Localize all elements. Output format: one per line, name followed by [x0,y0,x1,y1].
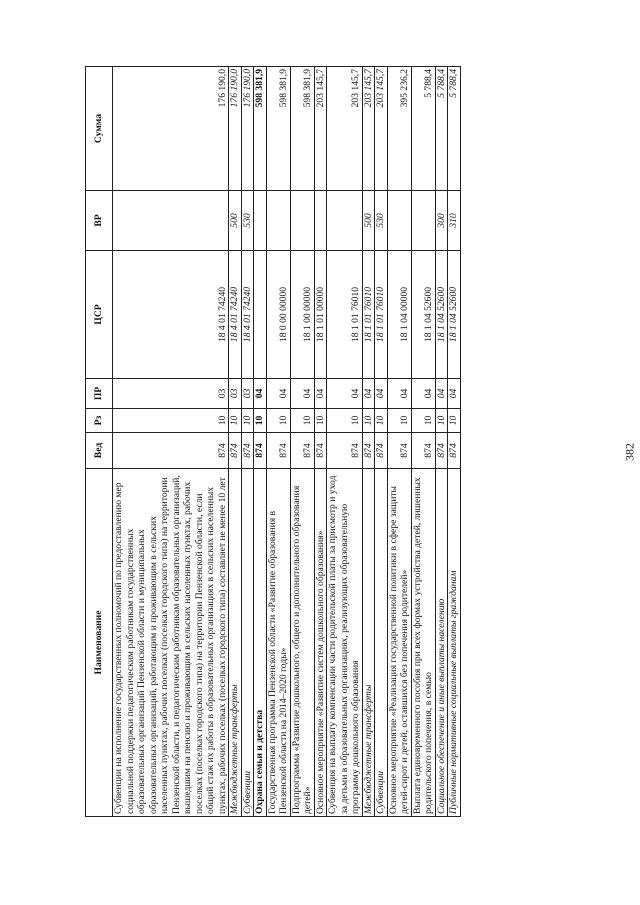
table-row [241,67,254,817]
cell-vr [290,191,314,251]
header-vr: ВР [86,191,113,251]
cell-csr: 18 4 01 74240 [113,251,229,379]
table-row [113,67,229,817]
cell-sum: 598 381,9 [290,67,314,191]
cell-rz: 10 [411,409,435,433]
header-csr: ЦСР [86,251,113,379]
cell-sum: 203 145,7 [362,67,375,191]
table-row [266,67,290,817]
cell-rz: 10 [327,409,363,433]
cell-name: Выплата единовременного пособия при всех формах устройства детей, лишенных родительского попечения, в семью [411,469,435,817]
cell-csr: 18 1 04 52600 [448,251,461,379]
cell-pr: 03 [229,379,242,409]
table-row [229,67,242,817]
cell-ved: 874 [113,433,229,469]
table-row [327,67,363,817]
cell-name: Государственная программа Пензенской области «Развитие образования в Пензенской области на 2014–2020 годы» [266,469,290,817]
cell-ved: 874 [266,433,290,469]
cell-csr: 18 1 01 76010 [375,251,388,379]
cell-csr: 18 4 01 74240 [241,251,254,379]
cell-rz: 10 [387,409,411,433]
cell-vr: 530 [241,191,254,251]
cell-rz: 10 [314,409,327,433]
table-row [362,67,375,817]
table-header-row [86,67,113,817]
cell-csr: 18 0 00 00000 [266,251,290,379]
table-row [314,67,327,817]
cell-pr: 04 [290,379,314,409]
cell-sum: 203 145,7 [375,67,388,191]
cell-csr [254,251,267,379]
cell-csr: 18 1 04 52600 [435,251,448,379]
cell-pr: 04 [375,379,388,409]
cell-name: Основное мероприятие «Реализация государственной политики в сфере защиты детей-сирот и детей, оставшихся без попечения родителей» [387,469,411,817]
cell-vr [266,191,290,251]
cell-ved: 874 [229,433,242,469]
cell-csr: 18 1 00 00000 [290,251,314,379]
cell-ved: 874 [411,433,435,469]
cell-sum: 176 190,0 [241,67,254,191]
cell-ved: 874 [362,433,375,469]
cell-name: Социальное обеспечение и иные выплаты населению [435,469,448,817]
cell-name: Межбюджетные трансферты [362,469,375,817]
cell-ved: 874 [435,433,448,469]
cell-vr [387,191,411,251]
cell-vr: 500 [362,191,375,251]
cell-sum: 203 145,7 [314,67,327,191]
cell-ved: 874 [327,433,363,469]
cell-pr: 04 [327,379,363,409]
cell-name: Субвенция на выплату компенсации части родительской платы за присмотр и уход за детьми в образовательных организациях, реализующих образовательную программу дошкольного образования [327,469,363,817]
cell-vr [327,191,363,251]
table-row [448,67,461,817]
cell-vr: 530 [375,191,388,251]
cell-pr: 04 [448,379,461,409]
cell-ved: 874 [448,433,461,469]
cell-name: Публичные нормативные социальные выплаты гражданам [448,469,461,817]
cell-rz: 10 [113,409,229,433]
cell-sum: 5 788,4 [448,67,461,191]
cell-csr: 18 1 04 00000 [387,251,411,379]
cell-name: Основное мероприятие «Развитие систем дошкольного образования» [314,469,327,817]
cell-rz: 10 [362,409,375,433]
cell-sum: 598 381,9 [254,67,267,191]
cell-sum: 5 788,4 [435,67,448,191]
cell-vr: 300 [435,191,448,251]
cell-sum: 598 381,9 [266,67,290,191]
cell-sum: 176 190,0 [229,67,242,191]
header-rz: Рз [86,409,113,433]
cell-ved: 874 [254,433,267,469]
cell-rz: 10 [266,409,290,433]
header-sum: Сумма [86,67,113,191]
cell-rz: 10 [290,409,314,433]
page-number-text: 382 [622,443,637,461]
cell-sum: 203 145,7 [327,67,363,191]
table-row [411,67,435,817]
budget-table-page [85,67,555,817]
cell-pr: 03 [113,379,229,409]
cell-rz: 10 [448,409,461,433]
cell-sum: 395 236,2 [387,67,411,191]
header-ved: Вед [86,433,113,469]
cell-csr: 18 4 01 74240 [229,251,242,379]
cell-pr: 04 [254,379,267,409]
cell-rz: 10 [254,409,267,433]
cell-csr: 18 1 01 76010 [327,251,363,379]
cell-pr: 03 [241,379,254,409]
table-row [435,67,448,817]
cell-pr: 04 [411,379,435,409]
cell-sum: 176 190,0 [113,67,229,191]
cell-vr: 310 [448,191,461,251]
cell-ved: 874 [387,433,411,469]
cell-name: Субвенции на исполнение государственных полномочий по предоставлению мер социальной поддержки педагогическим работникам государственных образовательных организаций Пензенской области и муниципальных образовательных организаций, работающим и проживающим в сельских населенных пунктах, рабочих поселках (поселках городского типа) на территории Пензенской области, и педагогическим работникам образовательных организаций, вышедшим на пенсию и проживающим в сельских населенных пунктах, рабочих поселках (поселках городского типа) на территории Пензенской области, если общий стаж их работы в образовательных организациях в сельских населенных пунктах, рабочих поселках (поселках городского типа) составляет не менее 10 лет [113,469,229,817]
cell-rz: 10 [241,409,254,433]
table-row [375,67,388,817]
cell-name: Межбюджетные трансферты [229,469,242,817]
cell-csr: 18 1 04 52600 [411,251,435,379]
cell-name: Субвенции [375,469,388,817]
cell-pr: 04 [435,379,448,409]
cell-pr: 04 [314,379,327,409]
cell-vr [314,191,327,251]
header-pr: ПР [86,379,113,409]
cell-ved: 874 [375,433,388,469]
table-row [254,67,267,817]
cell-rz: 10 [435,409,448,433]
table-row [387,67,411,817]
cell-ved: 874 [290,433,314,469]
cell-vr [254,191,267,251]
cell-pr: 04 [266,379,290,409]
cell-ved: 874 [241,433,254,469]
cell-csr: 18 1 01 76010 [362,251,375,379]
cell-name: Субвенции [241,469,254,817]
cell-csr: 18 1 01 00000 [314,251,327,379]
budget-table [85,66,461,817]
cell-vr [411,191,435,251]
cell-vr [113,191,229,251]
cell-pr: 04 [387,379,411,409]
table-body [113,67,461,817]
cell-rz: 10 [229,409,242,433]
cell-name: Подпрограмма «Развитие дошкольного, общего и дополнительного образования детей» [290,469,314,817]
cell-ved: 874 [314,433,327,469]
table-row [290,67,314,817]
cell-rz: 10 [375,409,388,433]
cell-sum: 5 788,4 [411,67,435,191]
cell-pr: 04 [362,379,375,409]
header-name: Наименование [86,469,113,817]
cell-vr: 500 [229,191,242,251]
cell-name: Охрана семьи и детства [254,469,267,817]
